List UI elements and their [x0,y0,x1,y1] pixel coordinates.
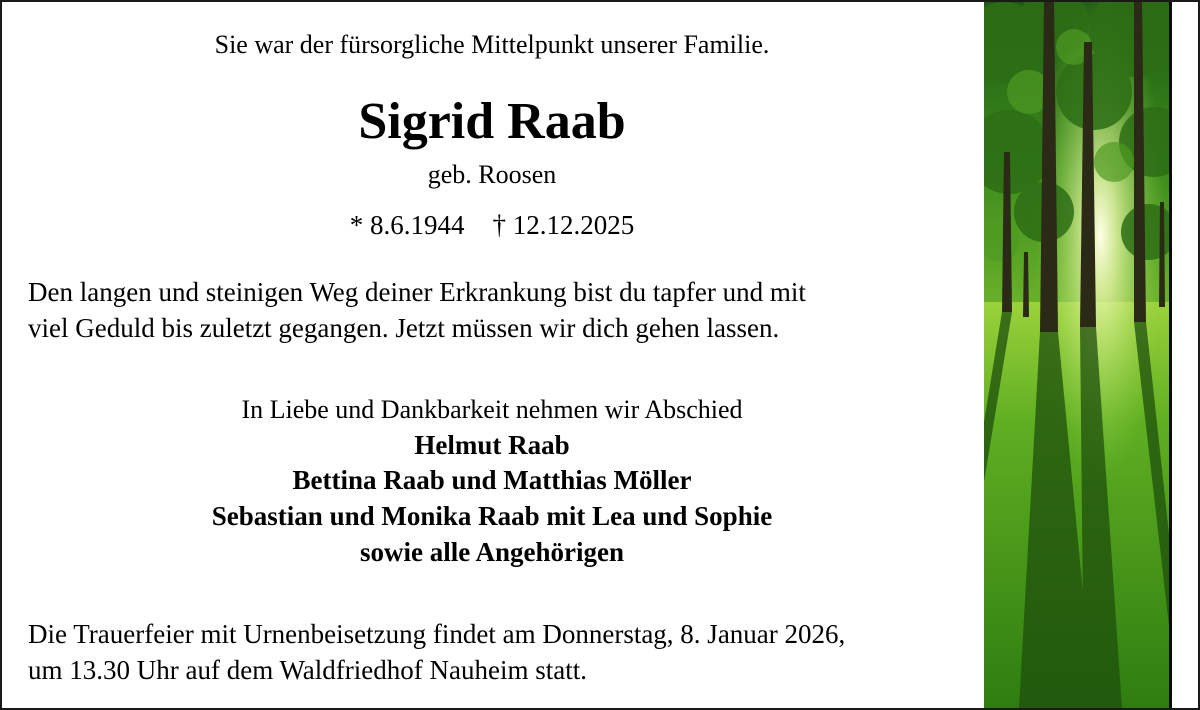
family-member: Bettina Raab und Matthias Möller [292,465,692,495]
birth-date: * 8.6.1944 [349,210,465,240]
forest-trees-image [984,2,1172,708]
tribute-line: Den langen und steinigen Weg deiner Erkrankung bist du tapfer und mit [28,277,806,307]
tribute-paragraph [28,274,978,346]
maiden-name: geb. Roosen [427,160,557,189]
tribute-line: viel Geduld bis zuletzt gegangen. Jetzt müssen wir dich gehen lassen. [28,313,780,343]
ceremony-line: um 13.30 Uhr auf dem Waldfriedhof Nauheim statt. [28,655,587,685]
farewell-line: In Liebe und Dankbarkeit nehmen wir Abschied [241,395,743,424]
intro-line: Sie war der fürsorgliche Mittelpunkt unserer Familie. [214,30,770,59]
deceased-name: Sigrid Raab [358,93,626,150]
family-member: Sebastian und Monika Raab mit Lea und Sophie [211,501,773,531]
ceremony-paragraph [28,616,978,688]
family-member: Helmut Raab [414,430,570,460]
death-date: † 12.12.2025 [492,210,635,240]
life-dates [2,210,982,241]
family-member: sowie alle Angehörigen [360,537,624,567]
ceremony-line: Die Trauerfeier mit Urnenbeisetzung findet am Donnerstag, 8. Januar 2026, [28,619,846,649]
